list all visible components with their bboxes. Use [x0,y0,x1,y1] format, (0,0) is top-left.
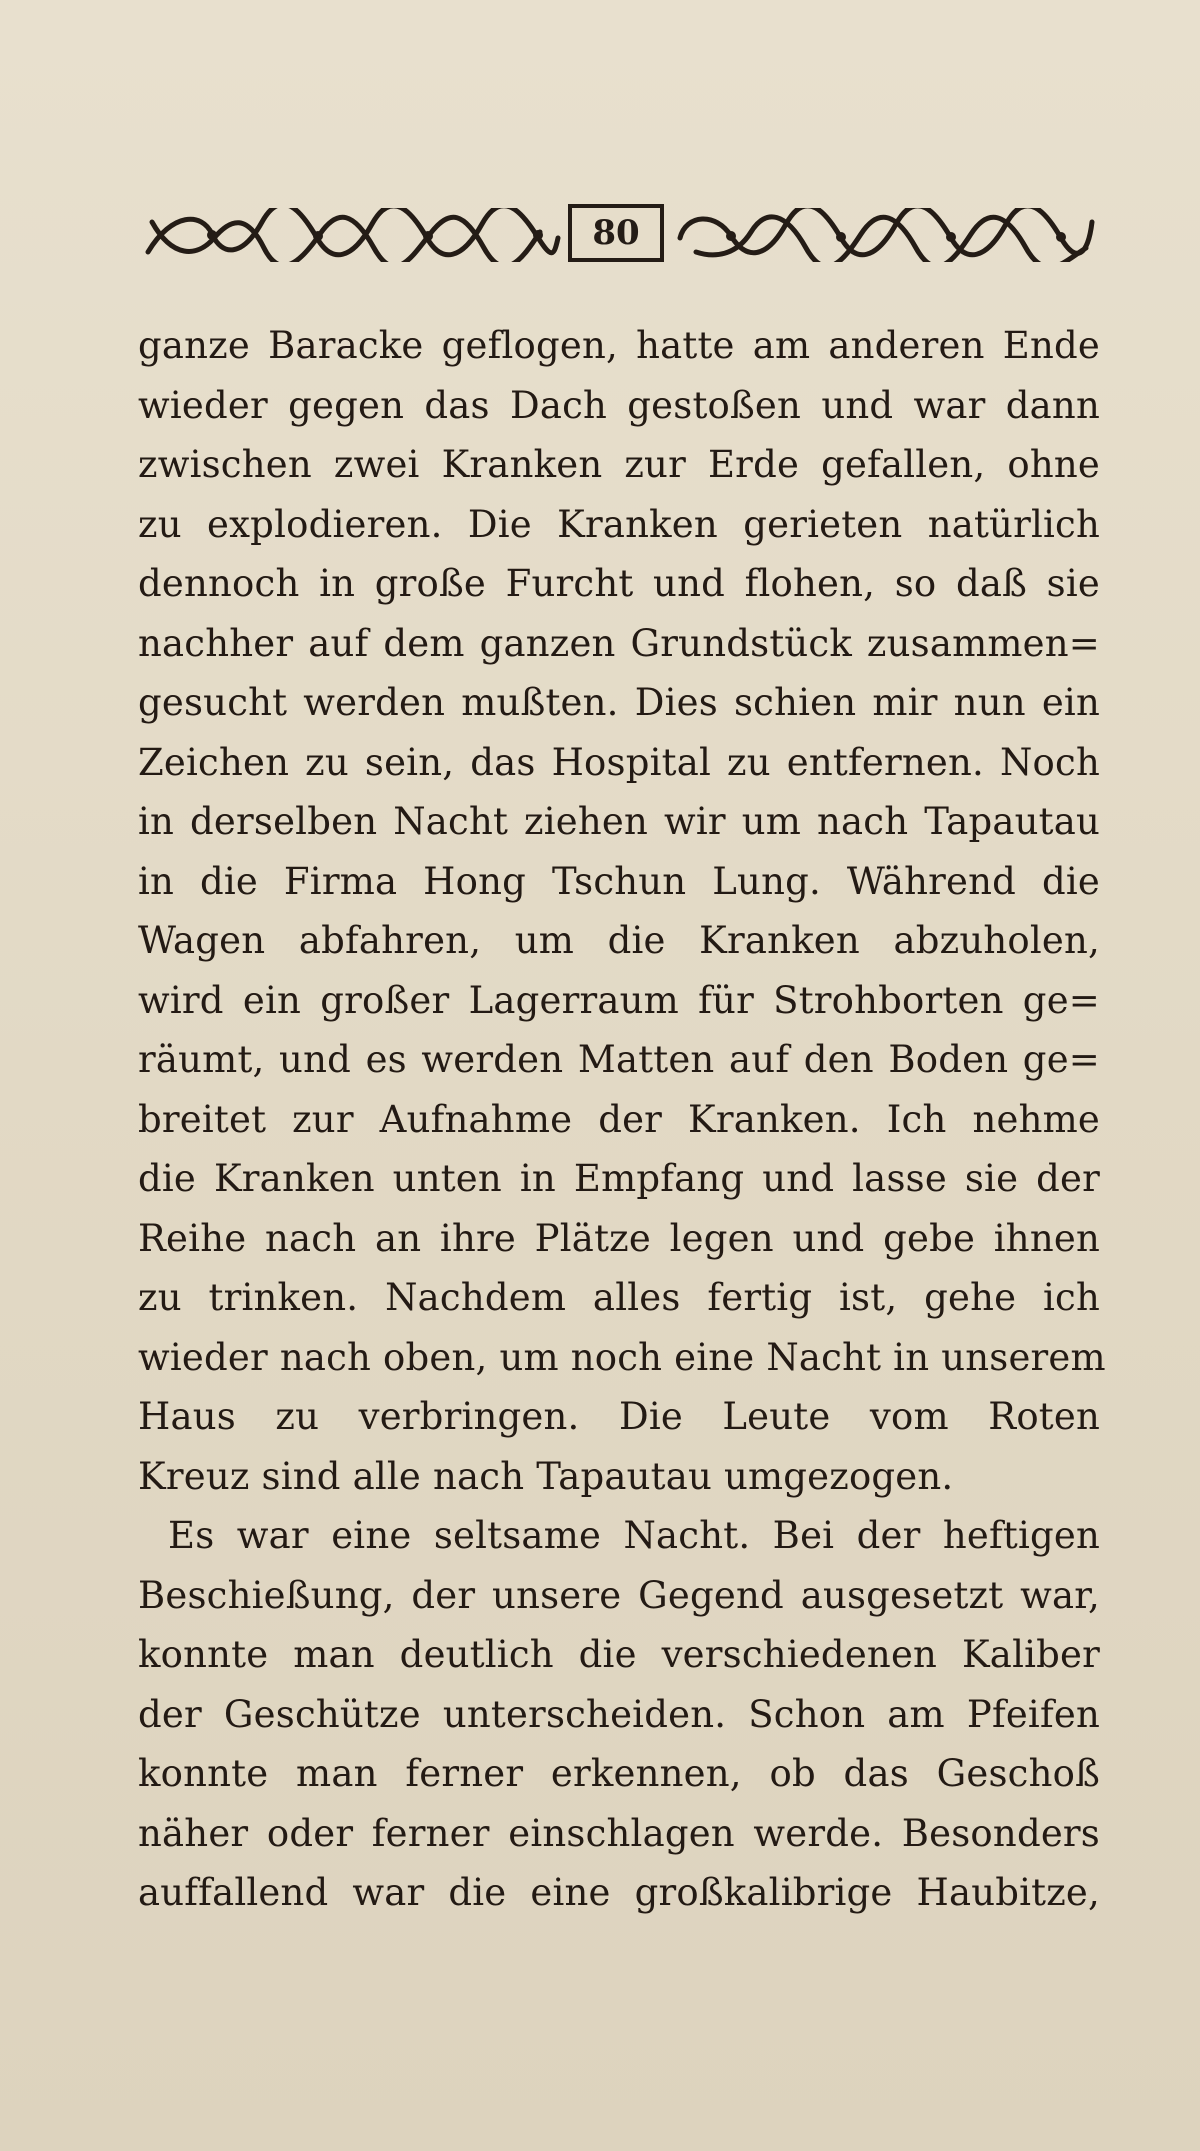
text-line: Zeichen zu sein, das Hospital zu entfernen. Noch [138,740,1100,784]
text-line: Reihe nach an ihre Plätze legen und gebe ihnen [138,1216,1100,1260]
text-line: in derselben Nacht ziehen wir um nach Tapautau [138,800,1100,843]
text-line: in die Firma Hong Tschun Lung. Während die [138,859,1100,903]
text-line: wieder gegen das Dach gestoßen und war dann [138,383,1100,427]
text-line: zwischen zwei Kranken zur Erde gefallen, ohne [138,443,1100,486]
text-line: Beschießung, der unsere Gegend ausgesetzt war, [138,1573,1100,1617]
text-line: Haus zu verbringen. Die Leute vom Roten [138,1395,1100,1438]
text-line: auffallend war die eine großkalibrige Haubitze, [138,1871,1100,1914]
text-line: gesucht werden mußten. Dies schien mir nun ein [138,681,1100,724]
text-line: der Geschütze unterscheiden. Schon am Pfeifen [138,1692,1100,1736]
ornament-right-icon [676,208,1097,262]
text-line: konnte man ferner erkennen, ob das Geschoß [138,1752,1100,1795]
text-line: zu explodieren. Die Kranken gerieten natürlich [138,502,1100,546]
text-line: zu trinken. Nachdem alles fertig ist, gehe ich [138,1276,1100,1319]
text-line: breitet zur Aufnahme der Kranken. Ich nehme [138,1097,1100,1141]
text-line: Es war eine seltsame Nacht. Bei der heftigen [168,1514,1100,1557]
text-line: wird ein großer Lagerraum für Strohborten ge= [138,978,1100,1022]
body-text [138,316,1106,1923]
text-line: näher oder ferner einschlagen werde. Besonders [138,1811,1100,1855]
text-line: ganze Baracke geflogen, hatte am anderen Ende [138,324,1100,367]
text-line: nachher auf dem ganzen Grundstück zusammen= [138,621,1100,665]
page-number: 80 [568,204,664,262]
text-line: Wagen abfahren, um die Kranken abzuholen, [138,919,1100,962]
text-line: dennoch in große Furcht und flohen, so daß sie [138,562,1100,605]
text-line: räumt, und es werden Matten auf den Boden ge= [138,1038,1100,1081]
text-line: Kreuz sind alle nach Tapautau umgezogen. [138,1454,954,1498]
text-line: konnte man deutlich die verschiedenen Kaliber [138,1633,1100,1676]
text-line: die Kranken unten in Empfang und lasse sie der [138,1157,1100,1200]
text-line: wieder nach oben, um noch eine Nacht in unserem [138,1335,1106,1379]
page-header [142,204,1097,266]
ornament-left-icon [142,208,562,262]
